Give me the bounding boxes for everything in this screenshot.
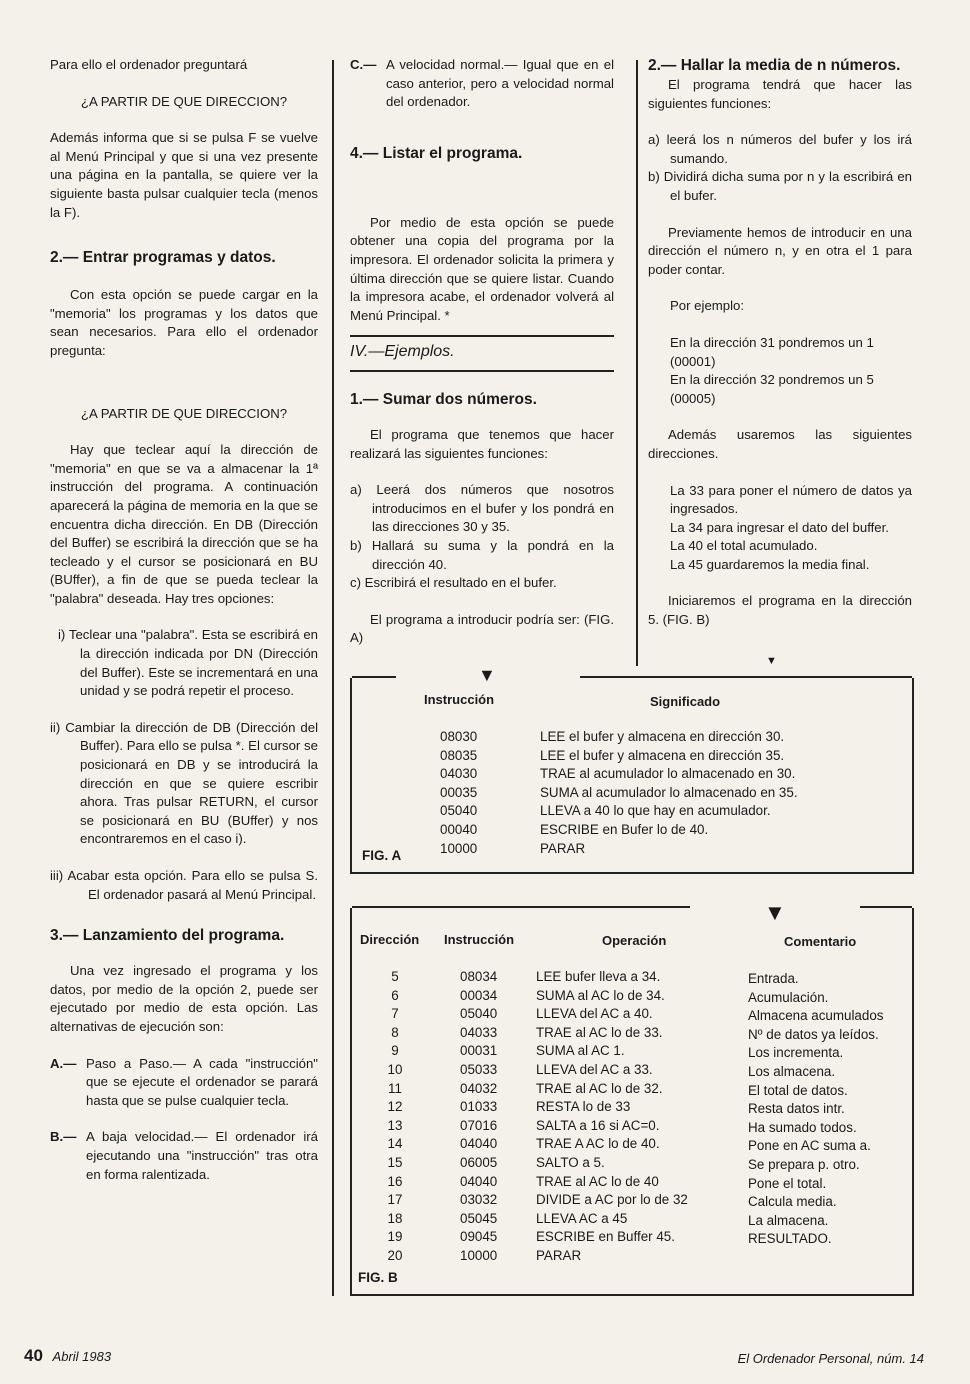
table-cell: DIVIDE a AC por lo de 32 [536,1192,688,1208]
paragraph: Con esta opción se puede cargar en la "memoria" los programas y los datos que sean necesarios. Para ello el ordenador pregunta: [50,287,318,358]
paragraph: El programa a introducir podría ser: (FIG. A) [350,611,614,646]
table-cell: Resta datos intr. [748,1101,845,1117]
table-cell: TRAE al AC lo de 32. [536,1080,663,1096]
table-cell: 19 [387,1229,403,1245]
column-1 [50,56,318,1184]
table-cell: 9 [391,1043,399,1059]
table-cell: 7 [391,1006,399,1022]
table-cell: Pone el total. [748,1175,827,1191]
table-cell: SUMA al acumulador lo almacenado en 35. [540,784,798,800]
table-cell: 12 [387,1099,403,1115]
list-item: c) Escribirá el resultado en el bufer. [350,575,557,591]
table-cell: 05040 [440,803,478,819]
table-top-rule [860,906,912,908]
table-cell: Ha sumado todos. [748,1119,857,1135]
paragraph: Iniciaremos el programa en la dirección 5. (FIG. B) [648,593,912,628]
table-cell: 05040 [460,1006,498,1022]
list-item: a) leerá los n números del bufer y los irá sumando. [648,132,912,166]
address-line: La 34 para ingresar el dato del buffer. [670,519,889,535]
item-text: A baja velocidad.— El ordenador irá ejecutando una "instrucción" tras otra en forma ralentizada. [86,1129,318,1182]
column-header: Instrucción [444,932,515,947]
table-top-rule [580,676,912,678]
paragraph: Hay que teclear aquí la dirección de "memoria" en que se va a almacenar la 1ª instrucción del programa. A continuación aparecerá la página de memoria en la que se encuentra dicha dirección. En DB (Dirección del Buffer) se escribirá la dirección que se ha tecleado y el cursor se posicionará en BU (BUffer), a fin de que se pueda teclear la "palabra" deseada. Hay tres opciones: [50,442,318,606]
table-cell: 07016 [460,1117,498,1133]
address-line: La 45 guardaremos la media final. [670,556,870,572]
paragraph: Una vez ingresado el programa y los datos, por medio de la opción 2, puede ser ejecutado por medio de esta opción. Las alternativas de ejecución son: [50,963,318,1034]
paragraph: Además informa que si se pulsa F se vuelve al Menú Principal y que si una vez presente una página en la pantalla, se quiere ver la siguiente basta pulsar cualquier tecla (menos la F). [50,130,318,220]
table-cell: 04030 [440,766,478,782]
table-cell: 04040 [460,1173,498,1189]
paragraph: Por medio de esta opción se puede obtener una copia del programa por la impresora. El ordenador solicita la primera y última dirección que se quiere listar. Cuando la impresora acabe, el ordenador volverá al Menú Principal. * [350,214,614,323]
table-cell: ESCRIBE en Bufer lo de 40. [540,821,709,837]
list-item [50,1055,318,1111]
table-cell: PARAR [540,840,586,856]
paragraph: Por ejemplo: [670,298,745,314]
column-header: Dirección [360,932,420,947]
table-cell: TRAE al AC lo de 33. [536,1024,663,1040]
prompt-text: ¿A PARTIR DE QUE DIRECCION? [80,405,288,421]
section-heading: 1.— Sumar dos números. [350,390,537,408]
section-heading: 2.— Hallar la media de n números. [648,57,901,74]
table-cell: 08034 [460,969,498,984]
address-line: La 40 el total acumulado. [670,538,818,554]
list-item: b) Hallará su suma y la pondrá en la dirección 40. [350,537,614,572]
column-header: Instrucción [424,692,495,707]
column-3 [648,56,912,630]
figure-a-table [350,678,914,874]
example-line: En la dirección 32 pondremos un 5 (00005) [670,372,874,406]
paragraph: El programa que tenemos que hacer realizará las siguientes funciones: [350,426,614,461]
table-cell: 05045 [460,1210,498,1226]
table-cell: 6 [391,987,399,1003]
table-cell: RESULTADO. [748,1231,832,1247]
section-heading: 3.— Lanzamiento del programa. [50,927,285,945]
table-cell: LEE el bufer y almacena en dirección 30. [540,729,785,744]
table-cell: TRAE al acumulador lo almacenado en 30. [540,766,796,782]
table-cell: RESTA lo de 33 [536,1099,631,1115]
table-cell: LLEVA del AC a 40. [536,1006,653,1022]
figure-label: FIG. B [358,1270,398,1285]
column-rule-left [332,60,334,1296]
arrow-down-icon: ▼ [478,665,496,685]
table-cell: LLEVA del AC a 33. [536,1061,653,1077]
example-line: En la dirección 31 pondremos un 1 (00001) [670,334,874,369]
option-item: iii) Acabar esta opción. Para ello se pulsa S. El ordenador pasará al Menú Principal. [50,868,318,902]
option-item: ii) Cambiar la dirección de DB (Dirección del Buffer). Para ello se pulsa *. El cursor se posicionará en DB y se introducirá la dirección en que se quiere escribir ahora. Tras pulsar RETURN, el cursor se posicionará en BU (BUffer) y nos encontraremos en el caso i). [50,719,318,847]
instruction-column [460,968,497,1266]
table-cell: Almacena acumulados [748,1008,884,1024]
section-title: IV.—Ejemplos. [350,343,455,361]
table-cell: SALTO a 5. [536,1154,605,1170]
column-rule-right [636,60,638,666]
figure-label: FIG. A [362,848,402,863]
item-label: B.— [50,1129,77,1145]
instruction-column [440,728,477,858]
table-cell: SUMA al AC 1. [536,1043,625,1059]
arrow-down-icon: ▼ [764,900,786,925]
table-cell: Los almacena. [748,1063,836,1079]
table-cell: 10000 [440,840,478,856]
table-cell: 10 [387,1061,403,1077]
table-cell: 09045 [460,1229,498,1245]
table-cell: 03032 [460,1192,498,1208]
table-cell: 10000 [460,1247,498,1263]
comment-column [748,970,883,1249]
table-cell: LLEVA a 40 lo que hay en acumulador. [540,803,771,819]
table-cell: SUMA al AC lo de 34. [536,987,665,1003]
table-cell: Pone en AC suma a. [748,1138,871,1154]
table-cell: LEE el bufer y almacena en dirección 35. [540,747,785,763]
column-2 [350,56,614,648]
table-cell: 08035 [440,747,478,763]
table-cell: 18 [387,1210,403,1226]
table-cell: El total de datos. [748,1082,848,1098]
table-top-rule [352,676,396,678]
table-cell: 00040 [440,821,478,837]
paragraph: Previamente hemos de introducir en una dirección el número n, y en otra el 1 para poder contar. [648,224,912,277]
table-cell: La almacena. [748,1212,829,1228]
table-cell: 05033 [460,1061,498,1077]
list-item [50,1128,318,1184]
magazine-name: El Ordenador Personal, núm. 14 [737,1351,924,1366]
table-cell: Los incrementa. [748,1045,844,1061]
issue-date: Abril 1983 [52,1349,112,1364]
paragraph: Además usaremos las siguientes direcciones. [648,427,912,461]
table-cell: 04032 [460,1080,498,1096]
table-cell: 20 [387,1247,403,1263]
table-cell: 04033 [460,1024,498,1040]
table-cell: Entrada. [748,971,799,986]
table-cell: 16 [387,1173,403,1189]
table-cell: 00034 [460,987,498,1003]
table-cell: 8 [391,1024,399,1040]
item-text: Paso a Paso.— A cada "instrucción" que se ejecute el ordenador se parará hasta que se pulse cualquier tecla. [86,1055,318,1108]
arrow-down-icon: ▼ [766,655,777,667]
table-cell: Calcula media. [748,1194,837,1210]
operation-column [536,968,688,1266]
table-cell: 08030 [440,729,478,744]
item-label: A.— [50,1055,77,1071]
table-cell: SALTA a 16 si AC=0. [536,1117,660,1133]
table-cell: 13 [387,1117,403,1133]
column-header: Comentario [784,934,857,949]
paragraph: Para ello el ordenador preguntará [50,57,248,72]
list-item [350,56,614,112]
paragraph: El programa tendrá que hacer las siguientes funciones: [648,77,912,111]
table-cell: TRAE A AC lo de 40. [536,1136,660,1152]
column-header: Operación [602,933,667,948]
table-cell: 14 [387,1136,403,1152]
address-column [380,968,410,1266]
table-cell: Acumulación. [748,989,829,1005]
meaning-column [540,728,798,858]
table-cell: Nº de datos ya leídos. [748,1026,879,1042]
table-cell: LEE bufer lleva a 34. [536,969,661,984]
table-top-rule [352,906,690,908]
table-cell: 01033 [460,1099,498,1115]
option-item: i) Teclear una "palabra". Esta se escribirá en la dirección indicada por DN (Dirección del Buffer). Este se incrementará en una unidad y se podrá repetir el proceso. [58,627,318,699]
section-heading: 2.— Entrar programas y datos. [50,249,276,267]
table-cell: LLEVA AC a 45 [536,1210,628,1226]
table-cell: TRAE al AC lo de 40 [536,1173,659,1189]
list-item: b) Dividirá dicha suma por n y la escribirá en el bufer. [648,169,912,203]
column-header: Significado [650,694,721,709]
table-cell: PARAR [536,1247,582,1263]
item-label: C.— [350,57,377,72]
table-cell: 00031 [460,1043,498,1059]
table-cell: ESCRIBE en Buffer 45. [536,1229,675,1245]
table-cell: Se prepara p. otro. [748,1156,860,1172]
table-cell: 15 [387,1154,403,1170]
table-cell: 06005 [460,1154,498,1170]
page-number: 40 [24,1346,43,1365]
section-heading: 4.— Listar el programa. [350,144,523,162]
address-line: La 33 para poner el número de datos ya ingresados. [670,482,912,517]
list-item: a) Leerá dos números que nosotros introducimos en el bufer y los pondrá en las direcciones 30 y 35. [350,482,614,535]
prompt-text: ¿A PARTIR DE QUE DIRECCION? [80,93,288,109]
page-footer-left [24,1346,111,1366]
figure-b-table [350,908,914,1296]
item-text: A velocidad normal.— Igual que en el caso anterior, pero a velocidad normal del ordenador. [386,57,614,110]
table-cell: 17 [387,1192,403,1208]
table-cell: 04040 [460,1136,498,1152]
table-cell: 5 [391,969,399,984]
table-cell: 11 [388,1080,402,1096]
table-cell: 00035 [440,784,478,800]
